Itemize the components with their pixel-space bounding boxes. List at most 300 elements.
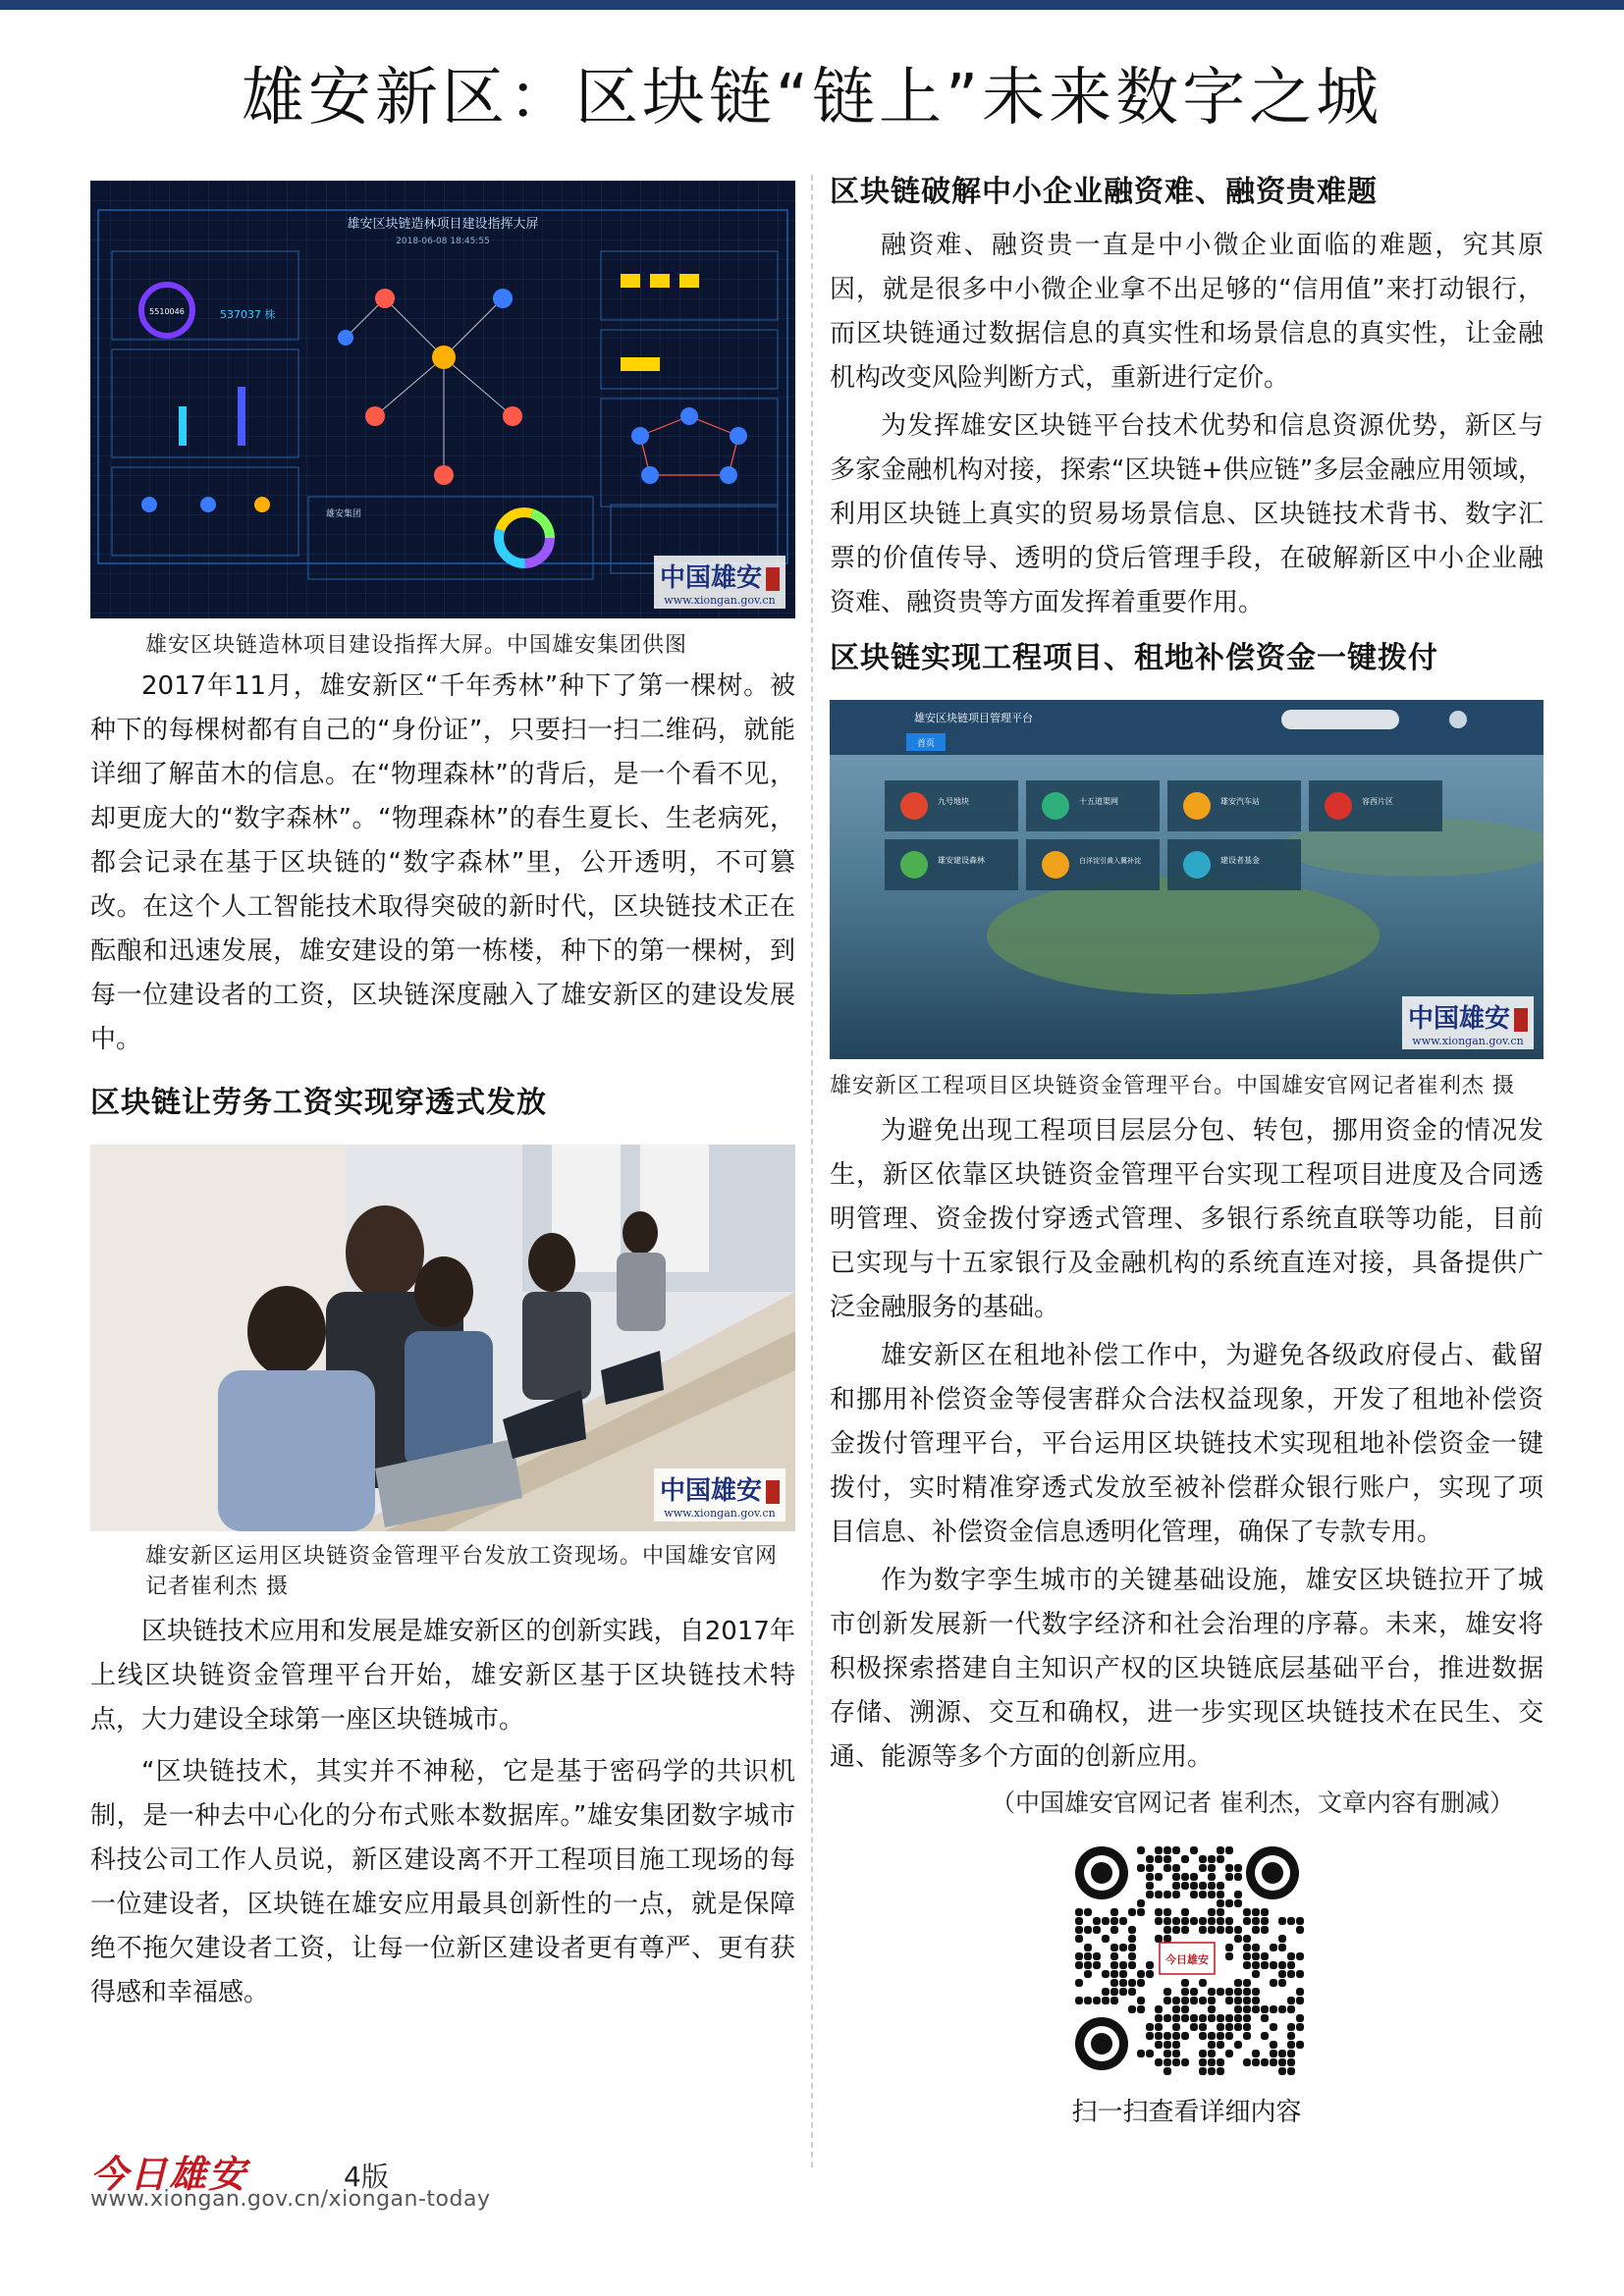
qr-module (1119, 1917, 1127, 1925)
qr-module (1084, 1970, 1092, 1978)
qr-module (1252, 1917, 1260, 1925)
qr-module (1084, 1926, 1092, 1934)
command-screen-graphic (90, 181, 795, 618)
qr-module (1278, 1917, 1286, 1925)
qr-module (1181, 1908, 1189, 1916)
qr-module (1181, 1979, 1189, 1987)
qr-module (1217, 2032, 1224, 2040)
qr-module (1234, 2041, 1242, 2049)
qr-module (1261, 1961, 1269, 1969)
qr-module (1190, 2023, 1198, 2031)
qr-center-label: 今日雄安 (1164, 1953, 1209, 1966)
qr-module (1110, 1917, 1118, 1925)
qr-module (1225, 1864, 1233, 1872)
qr-module (1208, 2041, 1216, 2049)
qr-module (1084, 1908, 1092, 1916)
qr-module (1155, 1891, 1163, 1898)
qr-module (1181, 1926, 1189, 1934)
qr-module (1234, 1979, 1242, 1987)
qr-module (1208, 1855, 1216, 1863)
screen-date: 2018-06-08 18:45:55 (396, 237, 490, 246)
qr-module (1243, 2005, 1251, 2013)
qr-module (1217, 1882, 1224, 1890)
right-para-4: 雄安新区在租地补偿工作中，为避免各级政府侵占、截留和挪用补偿资金等侵害群众合法权益现象，开发了租地补偿资金拨付管理平台，平台运用区块链技术实现租地补偿资金一键拨付，实时精准穿透式发放至被补偿群众银行账户，实现了项目信息、补偿资金信息透明化管理，确保了专款专用。 (830, 1341, 1543, 1547)
qr-module (1164, 1864, 1171, 1872)
qr-module (1225, 2050, 1233, 2057)
qr-module (1243, 2014, 1251, 2022)
qr-module (1243, 1935, 1251, 1943)
qr-module (1225, 1917, 1233, 1925)
qr-module (1164, 1891, 1171, 1898)
qr-module (1128, 1988, 1136, 1996)
qr-module (1243, 2032, 1251, 2040)
qr-module (1261, 2032, 1269, 2040)
watermark-logo (654, 1468, 785, 1522)
qr-module (1225, 1899, 1233, 1907)
right-para-2: 为发挥雄安区块链平台技术优势和信息资源优势，新区与多家金融机构对接，探索“区块链+供应链”多层金融应用领域，利用区块链上真实的贸易场景信息、区块链技术背书、数字汇票的价值传导、透明的贷后管理手段，在破解新区中小企业融资难、融资贵等方面发挥着重要作用。 (830, 411, 1543, 617)
qr-module (1164, 1935, 1171, 1943)
qr-module (1181, 2005, 1189, 2013)
qr-module (1296, 1970, 1304, 1978)
qr-module (1075, 1908, 1083, 1916)
qr-module (1155, 1908, 1163, 1916)
qr-module (1181, 2058, 1189, 2066)
qr-module (1287, 2067, 1295, 2075)
qr-module (1234, 1935, 1242, 1943)
qr-module (1278, 1970, 1286, 1978)
qr-module (1252, 1952, 1260, 1960)
qr-module (1146, 2032, 1154, 2040)
qr-module (1252, 1944, 1260, 1951)
qr-module (1146, 1961, 1154, 1969)
column-divider (811, 175, 813, 2167)
qr-module (1225, 1997, 1233, 2004)
qr-module (1190, 1873, 1198, 1881)
page-number: 4版 (344, 2161, 389, 2193)
qr-module (1110, 1944, 1118, 1951)
qr-module (1119, 1961, 1127, 1969)
qr-module (1128, 1961, 1136, 1969)
qr-module (1110, 1952, 1118, 1960)
qr-module (1234, 1988, 1242, 1996)
qr-module (1128, 1952, 1136, 1960)
qr-module (1270, 1961, 1277, 1969)
screen-title: 雄安区块链造林项目建设指挥大屏 (347, 217, 539, 232)
qr-module (1208, 1882, 1216, 1890)
qr-module (1084, 1961, 1092, 1969)
qr-module (1278, 2005, 1286, 2013)
qr-module (1172, 2041, 1180, 2049)
qr-module (1296, 1952, 1304, 1960)
qr-module (1137, 1970, 1145, 1978)
qr-module (1234, 1873, 1242, 1881)
qr-module (1217, 2067, 1224, 2075)
platform-tile-label: 白洋淀引黄入冀补淀 (1079, 857, 1141, 865)
footer-logo-text: 今日雄安 (90, 2152, 248, 2196)
left-heading-2: 区块链让劳务工资实现穿透式发放 (90, 1086, 547, 1120)
qr-module (1217, 1926, 1224, 1934)
qr-module (1296, 2041, 1304, 2049)
qr-module (1234, 2005, 1242, 2013)
qr-module (1199, 2014, 1207, 2022)
watermark-logo (1402, 996, 1534, 1049)
qr-module (1164, 2067, 1171, 2075)
qr-module (1217, 1988, 1224, 1996)
right-para-3: 为避免出现工程项目层层分包、转包，挪用资金的情况发生，新区依靠区块链资金管理平台实现工程项目进度及合同透明管理、资金拨付穿透式管理、多银行系统直联等功能，目前已实现与十五家银行及金融机构的系统直连对接，具备提供广泛金融服务的基础。 (830, 1116, 1543, 1322)
qr-module (1225, 1944, 1233, 1951)
qr-module (1155, 1935, 1163, 1943)
qr-module (1164, 1855, 1171, 1863)
qr-module (1234, 1926, 1242, 1934)
qr-module (1110, 1988, 1118, 1996)
qr-module (1128, 1979, 1136, 1987)
qr-module (1252, 2050, 1260, 2057)
qr-module (1217, 1891, 1224, 1898)
platform-screenshot (830, 700, 1543, 1059)
qr-module (1278, 1961, 1286, 1969)
qr-module (1287, 1970, 1295, 1978)
qr-code[interactable] (1069, 1841, 1305, 2076)
qr-module (1199, 1882, 1207, 1890)
qr-module (1252, 1908, 1260, 1916)
qr-module (1172, 1997, 1180, 2004)
qr-module (1225, 2032, 1233, 2040)
qr-module (1164, 2032, 1171, 2040)
qr-module (1270, 2041, 1277, 2049)
qr-module (1102, 1988, 1110, 1996)
qr-module (1208, 2050, 1216, 2057)
qr-module (1199, 1917, 1207, 1925)
qr-module (1199, 1926, 1207, 1934)
qr-module (1252, 1926, 1260, 1934)
qr-module (1217, 2014, 1224, 2022)
platform-tile-label: 建设者基金 (1220, 856, 1260, 865)
qr-module (1287, 2058, 1295, 2066)
qr-module (1146, 1873, 1154, 1881)
qr-module (1164, 2050, 1171, 2057)
qr-module (1137, 1899, 1145, 1907)
qr-module (1172, 1926, 1180, 1934)
qr-module (1217, 2023, 1224, 2031)
watermark-url: www.xiongan.gov.cn (1412, 1035, 1524, 1047)
qr-module (1234, 1864, 1242, 1872)
qr-module (1208, 1917, 1216, 1925)
qr-module (1075, 1935, 1083, 1943)
qr-module (1164, 2058, 1171, 2066)
qr-module (1172, 2050, 1180, 2057)
qr-module (1199, 1891, 1207, 1898)
qr-module (1102, 1935, 1110, 1943)
qr-module (1199, 1864, 1207, 1872)
qr-module (1093, 1997, 1101, 2004)
qr-module (1181, 1873, 1189, 1881)
qr-module (1181, 1997, 1189, 2004)
qr-module (1110, 1997, 1118, 2004)
page-title: 雄安新区：区块链“链上”未来数字之城 (241, 62, 1383, 134)
qr-module (1296, 1926, 1304, 1934)
qr-module (1199, 1979, 1207, 1987)
qr-module (1110, 1908, 1118, 1916)
figure1-caption: 雄安区块链造林项目建设指挥大屏。中国雄安集团供图 (145, 633, 688, 658)
qr-module (1172, 2032, 1180, 2040)
qr-module (1155, 1917, 1163, 1925)
qr-module (1172, 1882, 1180, 1890)
qr-module (1296, 1917, 1304, 1925)
qr-module (1208, 2032, 1216, 2040)
qr-module (1075, 1997, 1083, 2004)
qr-module (1093, 1952, 1101, 1960)
qr-module (1119, 1970, 1127, 1978)
platform-tile-label: 雄安汽车站 (1220, 797, 1260, 806)
qr-module (1093, 1961, 1101, 1969)
screen-big-number: 537037 株 (220, 308, 276, 321)
qr-module (1181, 1855, 1189, 1863)
qr-module (1296, 2023, 1304, 2031)
qr-module (1075, 1961, 1083, 1969)
qr-module (1261, 1952, 1269, 1960)
qr-module (1287, 1961, 1295, 1969)
qr-module (1155, 1855, 1163, 1863)
qr-module (1128, 2005, 1136, 2013)
qr-module (1181, 1882, 1189, 1890)
qr-module (1102, 1970, 1110, 1978)
qr-module (1155, 2032, 1163, 2040)
qr-module (1137, 1997, 1145, 2004)
qr-module (1296, 1997, 1304, 2004)
qr-module (1278, 2058, 1286, 2066)
qr-module (1252, 1997, 1260, 2004)
qr-module (1137, 1846, 1145, 1854)
right-heading-1: 区块链破解中小企业融资难、融资贵难题 (830, 175, 1378, 209)
qr-module (1270, 1979, 1277, 1987)
qr-module (1172, 2058, 1180, 2066)
qr-module (1199, 1855, 1207, 1863)
qr-module (1278, 1979, 1286, 1987)
qr-module (1208, 2005, 1216, 2013)
qr-module (1234, 1997, 1242, 2004)
qr-module (1270, 2050, 1277, 2057)
watermark-stamp (766, 567, 780, 591)
qr-module (1243, 1988, 1251, 1996)
qr-module (1128, 1908, 1136, 1916)
qr-module (1261, 2014, 1269, 2022)
qr-module (1102, 1997, 1110, 2004)
qr-module (1119, 1944, 1127, 1951)
qr-module (1164, 1908, 1171, 1916)
qr-module (1287, 2041, 1295, 2049)
qr-module (1296, 1988, 1304, 1996)
qr-module (1208, 1873, 1216, 1881)
qr-module (1146, 1970, 1154, 1978)
platform-tile-label: 容西片区 (1362, 797, 1393, 806)
left-column (90, 173, 795, 2015)
qr-module (1252, 2005, 1260, 2013)
platform-home-tab: 首页 (916, 739, 936, 749)
qr-module (1164, 1917, 1171, 1925)
qr-module (1137, 2050, 1145, 2057)
qr-module (1208, 2067, 1216, 2075)
qr-module (1270, 2023, 1277, 2031)
qr-module (1225, 1846, 1233, 1854)
screen-panel-title: 雄安集团 (326, 509, 362, 519)
qr-module (1128, 1935, 1136, 1943)
qr-module (1172, 2014, 1180, 2022)
qr-module (1146, 1864, 1154, 1872)
qr-module (1155, 2041, 1163, 2049)
watermark-stamp (766, 1480, 780, 1504)
platform-tile-label: 九号地块 (938, 797, 969, 806)
qr-module (1084, 1952, 1092, 1960)
qr-module (1217, 1917, 1224, 1925)
qr-module (1172, 2023, 1180, 2031)
watermark-text: 中国雄安 (1407, 1004, 1510, 1034)
qr-module (1172, 1864, 1180, 1872)
qr-module (1110, 1961, 1118, 1969)
qr-module (1128, 1926, 1136, 1934)
qr-module (1164, 2041, 1171, 2049)
qr-module (1172, 1846, 1180, 1854)
qr-module (1146, 1882, 1154, 1890)
watermark-url: www.xiongan.gov.cn (664, 594, 776, 607)
qr-caption: 扫一扫查看详细内容 (1071, 2098, 1302, 2127)
right-para-1: 融资难、融资贵一直是中小微企业面临的难题，究其原因，就是很多中小微企业拿不出足够的“信用值”来打动银行，而区块链通过数据信息的真实性和场景信息的真实性，让金融机构改变风险判断方式，重新进行定价。 (830, 231, 1543, 393)
top-bar (0, 0, 1624, 10)
qr-module (1102, 1917, 1110, 1925)
qr-module (1287, 2032, 1295, 2040)
qr-module (1110, 1970, 1118, 1978)
qr-module (1225, 1988, 1233, 1996)
qr-module (1146, 2023, 1154, 2031)
qr-module (1270, 1944, 1277, 1951)
qr-module (1137, 1864, 1145, 1872)
watermark-url: www.xiongan.gov.cn (664, 1507, 776, 1520)
qr-module (1208, 1908, 1216, 1916)
platform-tile-label: 十五道渠网 (1079, 797, 1118, 806)
watermark-text: 中国雄安 (659, 1476, 762, 1506)
qr-module (1190, 1882, 1198, 1890)
qr-module (1181, 1917, 1189, 1925)
qr-module (1172, 2005, 1180, 2013)
platform-tile-label: 雄安建设森林 (938, 856, 985, 865)
qr-module (1217, 2041, 1224, 2049)
qr-module (1225, 1873, 1233, 1881)
qr-module (1146, 2050, 1154, 2057)
qr-module (1164, 1997, 1171, 2004)
qr-module (1243, 1917, 1251, 1925)
command-screen-photo (90, 181, 795, 618)
watermark-stamp (1514, 1008, 1528, 1032)
qr-module (1243, 1944, 1251, 1951)
qr-module (1137, 1908, 1145, 1916)
qr-module (1137, 2005, 1145, 2013)
qr-module (1217, 1908, 1224, 1916)
qr-module (1208, 1891, 1216, 1898)
qr-module (1155, 2023, 1163, 2031)
qr-module (1110, 1926, 1118, 1934)
right-heading-2: 区块链实现工程项目、租地补偿资金一键拨付 (830, 641, 1438, 675)
qr-module (1164, 1846, 1171, 1854)
qr-module (1084, 1997, 1092, 2004)
qr-module (1278, 1935, 1286, 1943)
qr-block (830, 1841, 1543, 2128)
qr-module (1252, 1961, 1260, 1969)
qr-module (1190, 1917, 1198, 1925)
qr-module (1181, 2032, 1189, 2040)
qr-module (1296, 2014, 1304, 2022)
qr-module (1217, 1899, 1224, 1907)
qr-module (1243, 1979, 1251, 1987)
qr-module (1190, 1846, 1198, 1854)
qr-module (1243, 1961, 1251, 1969)
left-para-1: 2017年11月，雄安新区“千年秀林”种下了第一棵树。被种下的每棵树都有自己的“身份证”，只要扫一扫二维码，就能详细了解苗木的信息。在“物理森林”的背后，是一个看不见，却更庞大的“数字森林”。“物理森林”的春生夏长、生老病死，都会记录在基于区块链的“数字森林”里，公开透明，不可篡改。在这个人工智能技术取得突破的新时代，区块链技术正在酝酿和迅速发展，雄安建设的第一栋楼，种下的第一棵树，到每一位建设者的工资，区块链深度融入了雄安新区的建设发展中。 (90, 671, 795, 1054)
qr-module (1208, 1988, 1216, 1996)
qr-module (1199, 2032, 1207, 2040)
qr-module (1225, 2014, 1233, 2022)
qr-module (1287, 1997, 1295, 2004)
left-para-2: 区块链技术应用和发展是雄安新区的创新实践，自2017年上线区块链资金管理平台开始，雄安新区基于区块链技术特点，大力建设全球第一座区块链城市。 (90, 1617, 795, 1735)
qr-module (1287, 2050, 1295, 2057)
qr-module (1225, 1952, 1233, 1960)
footer-url: www.xiongan.gov.cn/xiongan-today (90, 2187, 491, 2212)
qr-module (1225, 2023, 1233, 2031)
left-para-3: “区块链技术，其实并不神秘，它是基于密码学的共识机制，是一种去中心化的分布式账本数据库。”雄安集团数字城市科技公司工作人员说，新区建设离不开工程项目施工现场的每一位建设者，区块链在雄安应用最具创新性的一点，就是保障绝不拖欠建设者工资，让每一位新区建设者更有尊严、更有获得感和幸福感。 (90, 1757, 795, 2007)
qr-module (1119, 1988, 1127, 1996)
qr-module (1261, 1917, 1269, 1925)
qr-module (1208, 2014, 1216, 2022)
qr-module (1217, 2058, 1224, 2066)
watermark-logo (654, 556, 785, 609)
qr-module (1234, 1891, 1242, 1898)
qr-module (1137, 1979, 1145, 1987)
screen-ring-value: 5510046 (149, 307, 185, 316)
qr-module (1190, 1988, 1198, 1996)
qr-module (1155, 2014, 1163, 2022)
qr-module (1155, 2058, 1163, 2066)
qr-module (1164, 1988, 1171, 1996)
qr-module (1075, 1926, 1083, 1934)
qr-module (1172, 1891, 1180, 1898)
qr-module (1075, 1917, 1083, 1925)
qr-module (1199, 1997, 1207, 2004)
qr-module (1278, 1944, 1286, 1951)
qr-module (1093, 1926, 1101, 1934)
qr-module (1261, 2005, 1269, 2013)
qr-module (1225, 1926, 1233, 1934)
qr-module (1208, 1997, 1216, 2004)
qr-module (1252, 1970, 1260, 1978)
figure3-caption: 雄安新区工程项目区块链资金管理平台。中国雄安官网记者崔利杰 摄 (830, 1074, 1515, 1098)
qr-module (1119, 1979, 1127, 1987)
qr-module (1164, 2014, 1171, 2022)
qr-module (1270, 2058, 1277, 2066)
qr-module (1243, 1997, 1251, 2004)
qr-module (1243, 1952, 1251, 1960)
qr-module (1261, 1908, 1269, 1916)
watermark-text: 中国雄安 (659, 563, 762, 593)
qr-module (1190, 1997, 1198, 2004)
qr-module (1261, 2058, 1269, 2066)
qr-module (1181, 1988, 1189, 1996)
qr-module (1172, 1873, 1180, 1881)
qr-module (1155, 1873, 1163, 1881)
qr-module (1287, 2005, 1295, 2013)
qr-module (1234, 2014, 1242, 2022)
qr-module (1252, 2058, 1260, 2066)
platform-title: 雄安区块链项目管理平台 (914, 712, 1033, 724)
office-photo (90, 1145, 795, 1531)
qr-module (1190, 1891, 1198, 1898)
right-para-5: 作为数字孪生城市的关键基础设施，雄安区块链拉开了城市创新发展新一代数字经济和社会治理的序幕。未来，雄安将积极探索搭建自主知识产权的区块链底层基础平台，推进数据存储、溯源、交互和确权，进一步实现区块链技术在民生、交通、能源等多个方面的创新应用。 (830, 1566, 1543, 1772)
